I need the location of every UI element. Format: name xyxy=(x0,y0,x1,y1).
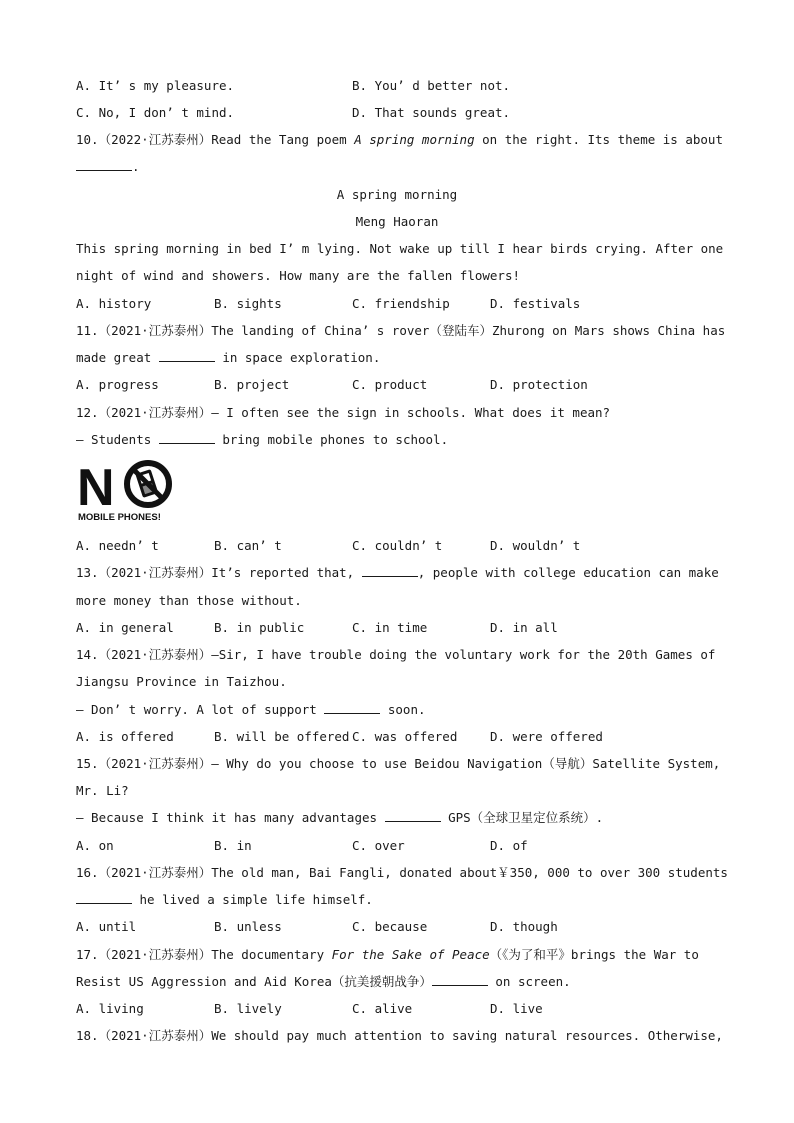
answer-blank xyxy=(324,703,380,714)
q16-stem-2: he lived a simple life himself. xyxy=(76,892,373,908)
q15-option-b: B. in xyxy=(214,838,252,853)
q10-option-d: D. festivals xyxy=(490,296,581,311)
q15-option-d: D. of xyxy=(490,838,528,853)
q13-option-a: A. in general xyxy=(76,620,174,635)
no-mobile-phones-sign xyxy=(75,459,173,523)
answer-blank xyxy=(362,566,418,577)
poem-author: Meng Haoran xyxy=(355,214,439,229)
q17-option-a: A. living xyxy=(76,1001,144,1016)
q14-option-a: A. is offered xyxy=(76,729,174,744)
answer-blank xyxy=(159,351,215,362)
q10-option-c: C. friendship xyxy=(352,296,450,311)
q15-stem-1: 15.（2021·江苏泰州）— Why do you choose to use Beidou Navigation（导航）Satellite System, xyxy=(76,756,721,771)
q15-stem-2: Mr. Li? xyxy=(76,783,129,798)
q11-stem-2: made great in space exploration. xyxy=(76,350,381,365)
q14-stem-2: Jiangsu Province in Taizhou. xyxy=(76,674,287,689)
q16-option-c: C. because xyxy=(352,919,428,934)
q10-stem-blank: . xyxy=(76,159,140,175)
q12-option-b: B. can’ t xyxy=(214,538,282,553)
q12-option-c: C. couldn’ t xyxy=(352,538,443,553)
q17-option-d: D. live xyxy=(490,1001,543,1016)
q10-stem: 10.（2022·江苏泰州）Read the Tang poem A spring morning on the right. Its theme is about xyxy=(76,132,723,147)
q9-option-a: A. It’ s my pleasure. xyxy=(76,78,235,93)
poem-title: A spring morning xyxy=(336,187,458,202)
q17-stem-1: 17.（2021·江苏泰州）The documentary For the Sake of Peace（《为了和平》brings the War to xyxy=(76,947,699,962)
sign-caption: MOBILE PHONES! xyxy=(78,512,161,523)
q17-stem-2: Resist US Aggression and Aid Korea（抗美援朝战争） on screen. xyxy=(76,974,571,989)
q16-stem-1: 16.（2021·江苏泰州）The old man, Bai Fangli, donated about￥350, 000 to over 300 students xyxy=(76,865,728,880)
q13-option-b: B. in public xyxy=(214,620,305,635)
answer-blank xyxy=(385,811,441,822)
q10-option-b: B. sights xyxy=(214,296,282,311)
q17-option-c: C. alive xyxy=(352,1001,413,1016)
q11-option-a: A. progress xyxy=(76,377,159,392)
q9-option-c: C. No, I don’ t mind. xyxy=(76,105,235,120)
q13-option-c: C. in time xyxy=(352,620,428,635)
poem-line-2: night of wind and showers. How many are the fallen flowers! xyxy=(76,268,521,283)
q14-stem-3: — Don’ t worry. A lot of support soon. xyxy=(76,702,426,717)
q11-option-d: D. protection xyxy=(490,377,588,392)
q15-option-c: C. over xyxy=(352,838,405,853)
q9-option-b: B. You’ d better not. xyxy=(352,78,511,93)
answer-blank xyxy=(432,975,488,986)
q12-stem-2: — Students bring mobile phones to school. xyxy=(76,432,449,447)
q12-option-d: D. wouldn’ t xyxy=(490,538,581,553)
q14-option-d: D. were offered xyxy=(490,729,603,744)
q11-stem-1: 11.（2021·江苏泰州）The landing of China’ s rover（登陆车）Zhurong on Mars shows China has xyxy=(76,323,726,338)
answer-blank xyxy=(159,433,215,444)
q18-stem-1: 18.（2021·江苏泰州）We should pay much attention to saving natural resources. Otherwise, xyxy=(76,1028,723,1043)
poem-line-1: This spring morning in bed I’ m lying. Not wake up till I hear birds crying. After one xyxy=(76,241,724,256)
sign-letter-n: N xyxy=(77,459,112,517)
answer-blank xyxy=(76,893,132,904)
q11-option-b: B. project xyxy=(214,377,290,392)
q9-option-d: D. That sounds great. xyxy=(352,105,511,120)
q15-option-a: A. on xyxy=(76,838,114,853)
q13-stem-2: more money than those without. xyxy=(76,593,302,608)
q16-option-b: B. unless xyxy=(214,919,282,934)
q15-stem-3: — Because I think it has many advantages GPS（全球卫星定位系统）. xyxy=(76,810,604,825)
q16-option-d: D. though xyxy=(490,919,558,934)
q14-option-c: C. was offered xyxy=(352,729,458,744)
answer-blank xyxy=(76,160,132,171)
q12-stem-1: 12.（2021·江苏泰州）— I often see the sign in schools. What does it mean? xyxy=(76,405,611,420)
q10-option-a: A. history xyxy=(76,296,152,311)
q17-option-b: B. lively xyxy=(214,1001,282,1016)
q11-option-c: C. product xyxy=(352,377,428,392)
q14-option-b: B. will be offered xyxy=(214,729,350,744)
q14-stem-1: 14.（2021·江苏泰州）—Sir, I have trouble doing the voluntary work for the 20th Games of xyxy=(76,647,716,662)
q13-stem-1: 13.（2021·江苏泰州）It’s reported that, , people with college education can make xyxy=(76,565,719,580)
q13-option-d: D. in all xyxy=(490,620,558,635)
q16-option-a: A. until xyxy=(76,919,137,934)
q12-option-a: A. needn’ t xyxy=(76,538,159,553)
